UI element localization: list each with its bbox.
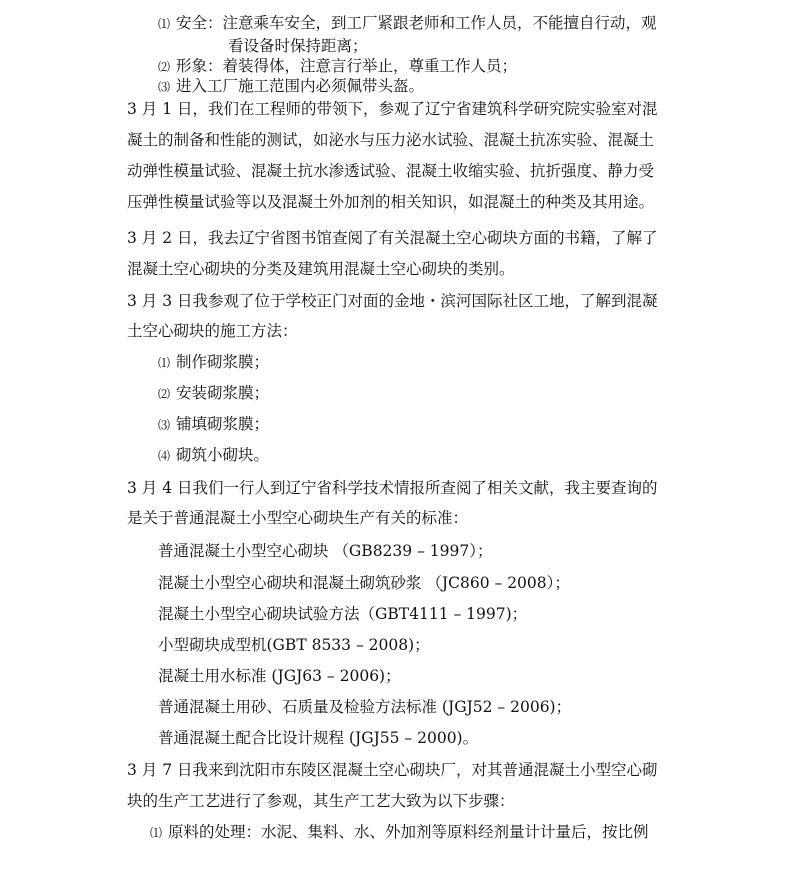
paragraph-mar3-line-1: 3 月 3 日我参观了位于学校正门对面的金地・滨河国际社区工地，了解到混凝: [127, 292, 658, 310]
step-text: 砌筑小砌块。: [176, 446, 270, 464]
paragraph-mar1-line-4: 压弹性模量试验等以及混凝土外加剂的相关知识，如混凝土的种类及其用途。: [127, 193, 655, 211]
paragraph-mar2-line-2: 混凝土空心砌块的分类及建筑用混凝土空心砌块的类别。: [127, 260, 515, 278]
safety-item-3: [158, 75, 424, 98]
step-item-4: [158, 444, 269, 467]
standard-item-3: 混凝土小型空心砌块试验方法（GBT4111 – 1997)；: [158, 605, 528, 623]
standard-item-4: 小型砌块成型机(GBT 8533 – 2008)；: [158, 636, 430, 654]
list-number: ⑴: [158, 17, 171, 31]
paragraph-mar4-line-2: 是关于普通混凝土小型空心砌块生产有关的标准：: [127, 509, 469, 527]
standard-item-6: 普通混凝土用砂、石质量及检验方法标准 (JGJ52 – 2006)；: [158, 698, 572, 716]
list-number: ⑶: [158, 418, 171, 432]
paragraph-mar3-line-2: 土空心砌块的施工方法：: [127, 322, 298, 340]
list-number: ⑵: [158, 387, 171, 401]
list-number: ⑵: [158, 60, 171, 74]
step-item-2: [158, 382, 269, 405]
paragraph-mar4-line-1: 3 月 4 日我们一行人到辽宁省科学技术情报所查阅了相关文献，我主要查询的: [127, 479, 658, 497]
list-number: ⑶: [158, 80, 171, 94]
standard-item-5: 混凝土用水标准 (JGJ63 – 2006)；: [158, 667, 401, 685]
process-item-1: [150, 821, 649, 844]
paragraph-mar7-line-2: 块的生产工艺进行了参观，其生产工艺大致为以下步骤：: [127, 792, 515, 810]
list-number: ⑴: [158, 356, 171, 370]
safety-item-1: [158, 12, 657, 35]
step-item-1: [158, 351, 269, 374]
paragraph-mar1-line-1: 3 月 1 日，我们在工程师的带领下，参观了辽宁省建筑科学研究院实验室对混: [127, 100, 658, 118]
process-item-1-text: 原料的处理：水泥、集料、水、外加剂等原料经剂量计计量后，按比例: [168, 823, 649, 841]
step-text: 铺填砌浆膜；: [176, 415, 270, 433]
step-text: 安装砌浆膜；: [176, 384, 270, 402]
standard-item-2: 混凝土小型空心砌块和混凝土砌筑砂浆 （JC860 – 2008）；: [158, 574, 570, 592]
safety-item-1-line-2: 看设备时保持距离；: [228, 37, 368, 55]
paragraph-mar2-line-1: 3 月 2 日，我去辽宁省图书馆查阅了有关混凝土空心砌块方面的书籍，了解了: [127, 229, 658, 247]
paragraph-mar7-line-1: 3 月 7 日我来到沈阳市东陵区混凝土空心砌块厂，对其普通混凝土小型空心砌: [127, 761, 658, 779]
standard-item-1: 普通混凝土小型空心砌块 （GB8239 – 1997）；: [158, 542, 493, 560]
standard-item-7: 普通混凝土配合比设计规程 (JGJ55 – 2000)。: [158, 729, 479, 747]
step-item-3: [158, 413, 269, 436]
step-text: 制作砌浆膜；: [176, 353, 270, 371]
list-number: ⑷: [158, 449, 171, 463]
list-number: ⑴: [150, 826, 163, 840]
safety-item-3-text: 进入工厂施工范围内必须佩带头盔。: [176, 77, 425, 95]
safety-item-2-text: 形象：着装得体，注意言行举止，尊重工作人员；: [176, 57, 518, 75]
paragraph-mar1-line-2: 凝土的制备和性能的测试，如泌水与压力泌水试验、混凝土抗冻实验、混凝土: [127, 131, 655, 149]
paragraph-mar1-line-3: 动弹性模量试验、混凝土抗水渗透试验、混凝土收缩实验、抗折强度、静力受: [127, 162, 655, 180]
safety-item-1-line-1: 安全：注意乘车安全，到工厂紧跟老师和工作人员，不能擅自行动，观: [176, 14, 657, 32]
